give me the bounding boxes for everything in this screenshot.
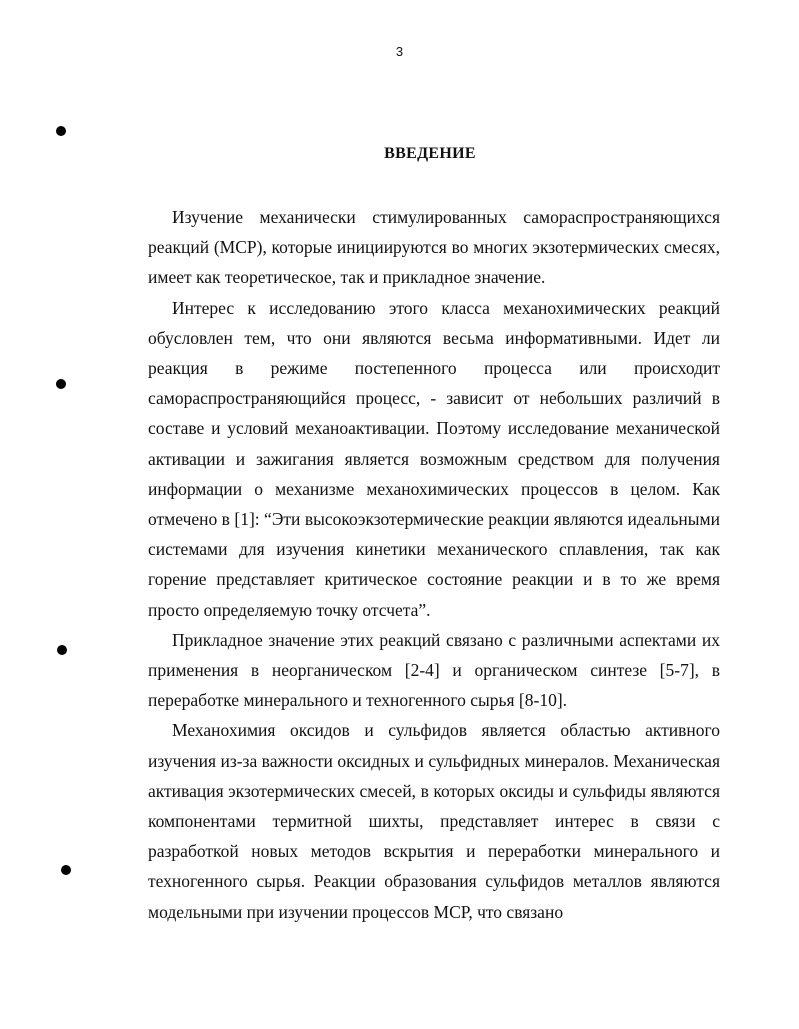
binding-hole-mark xyxy=(57,645,67,655)
page-number: 3 xyxy=(395,44,404,59)
paragraph: Интерес к исследованию этого класса механохимических реакций обусловлен тем, что они являются весьма информативными. Идет ли реакция в режиме постепенного процесса или происходит самораспространяющийся процесс, - зависит от небольших различий в составе и условий механоактивации. Поэтому исследование механической активации и зажигания является возможным средством для получения информации о механизме механохимических процессов в целом. Как отмечено в [1]: “Эти высокоэкзотермические реакции являются идеальными системами для изучения кинетики механического сплавления, так как горение представляет критическое состояние реакции и в то же время просто определяемую точку отсчета”. xyxy=(148,297,720,620)
binding-hole-mark xyxy=(56,126,66,136)
binding-hole-mark xyxy=(61,865,71,875)
body-text xyxy=(148,202,720,927)
paragraph: Прикладное значение этих реакций связано с различными аспектами их применения в неорганическом [2-4] и органическом синтезе [5-7], в переработке минерального и техногенного сырья [8-10]. xyxy=(148,629,720,711)
binding-hole-mark xyxy=(56,379,66,389)
paragraph: Изучение механически стимулированных самораспространяющихся реакций (МСР), которые инициируются во многих экзотермических смесях, имеет как теоретическое, так и прикладное значение. xyxy=(148,207,720,288)
section-heading: ВВЕДЕНИЕ xyxy=(384,145,476,162)
paragraph: Механохимия оксидов и сульфидов является областью активного изучения из-за важности оксидных и сульфидных минералов. Механическая активация экзотермических смесей, в которых оксиды и сульфиды являются компонентами термитной шихты, представляет интерес в связи с разработкой новых методов вскрытия и переработки минерального и техногенного сырья. Реакции образования сульфидов металлов являются модельными при изучении процессов МСР, что связано xyxy=(148,720,720,922)
